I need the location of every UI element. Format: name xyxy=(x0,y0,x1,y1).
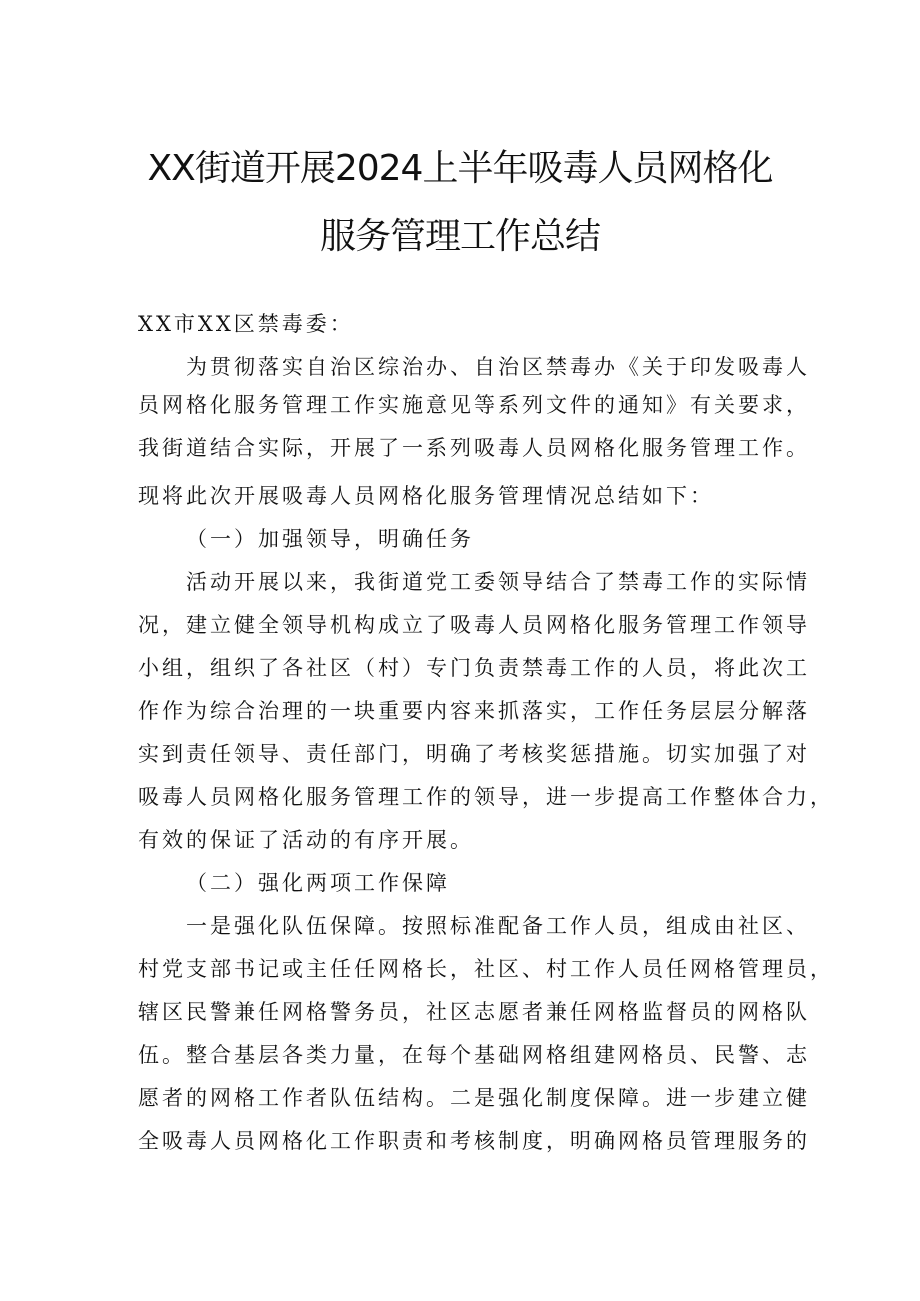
paragraph-line: 实到责任领导、责任部门，明确了考核奖惩措施。切实加强了对 xyxy=(138,742,810,766)
paragraph-line: 吸毒人员网格化服务管理工作的领导，进一步提高工作整体合力， xyxy=(138,785,834,809)
paragraph-line: 全吸毒人员网格化工作职责和考核制度，明确网格员管理服务的 xyxy=(138,1129,810,1153)
section-heading-2: （二）强化两项工作保障 xyxy=(186,871,450,895)
paragraph-line: 况，建立健全领导机构成立了吸毒人员网格化服务管理工作领导 xyxy=(138,613,810,637)
document-title-line-1: XX街道开展2024上半年吸毒人员网格化 xyxy=(147,148,773,189)
paragraph-line: 伍。整合基层各类力量，在每个基础网格组建网格员、民警、志 xyxy=(138,1043,810,1067)
paragraph-line: 辖区民警兼任网格警务员，社区志愿者兼任网格监督员的网格队 xyxy=(138,1000,810,1024)
paragraph-line: 有效的保证了活动的有序开展。 xyxy=(138,828,474,852)
paragraph-line: 小组，组织了各社区（村）专门负责禁毒工作的人员，将此次工 xyxy=(138,656,810,680)
paragraph-line: 愿者的网格工作者队伍结构。二是强化制度保障。进一步建立健 xyxy=(138,1086,810,1110)
paragraph-line: 村党支部书记或主任任网格长，社区、村工作人员任网格管理员， xyxy=(138,957,834,981)
paragraph-line: 作作为综合治理的一块重要内容来抓落实，工作任务层层分解落 xyxy=(138,699,810,723)
salutation: XX市XX区禁毒委： xyxy=(138,312,354,336)
paragraph-line: 我街道结合实际，开展了一系列吸毒人员网格化服务管理工作。 xyxy=(138,436,810,460)
paragraph-line: 活动开展以来，我街道党工委领导结合了禁毒工作的实际情 xyxy=(186,570,810,594)
document-title-line-2: 服务管理工作总结 xyxy=(319,216,600,257)
paragraph-line: 员网格化服务管理工作实施意见等系列文件的通知》有关要求， xyxy=(138,393,810,417)
paragraph-line: 现将此次开展吸毒人员网格化服务管理情况总结如下： xyxy=(138,484,714,508)
section-heading-1: （一）加强领导，明确任务 xyxy=(186,527,474,551)
paragraph-line: 一是强化队伍保障。按照标准配备工作人员，组成由社区、 xyxy=(186,914,810,938)
paragraph-line: 为贯彻落实自治区综治办、自治区禁毒办《关于印发吸毒人 xyxy=(186,355,810,379)
